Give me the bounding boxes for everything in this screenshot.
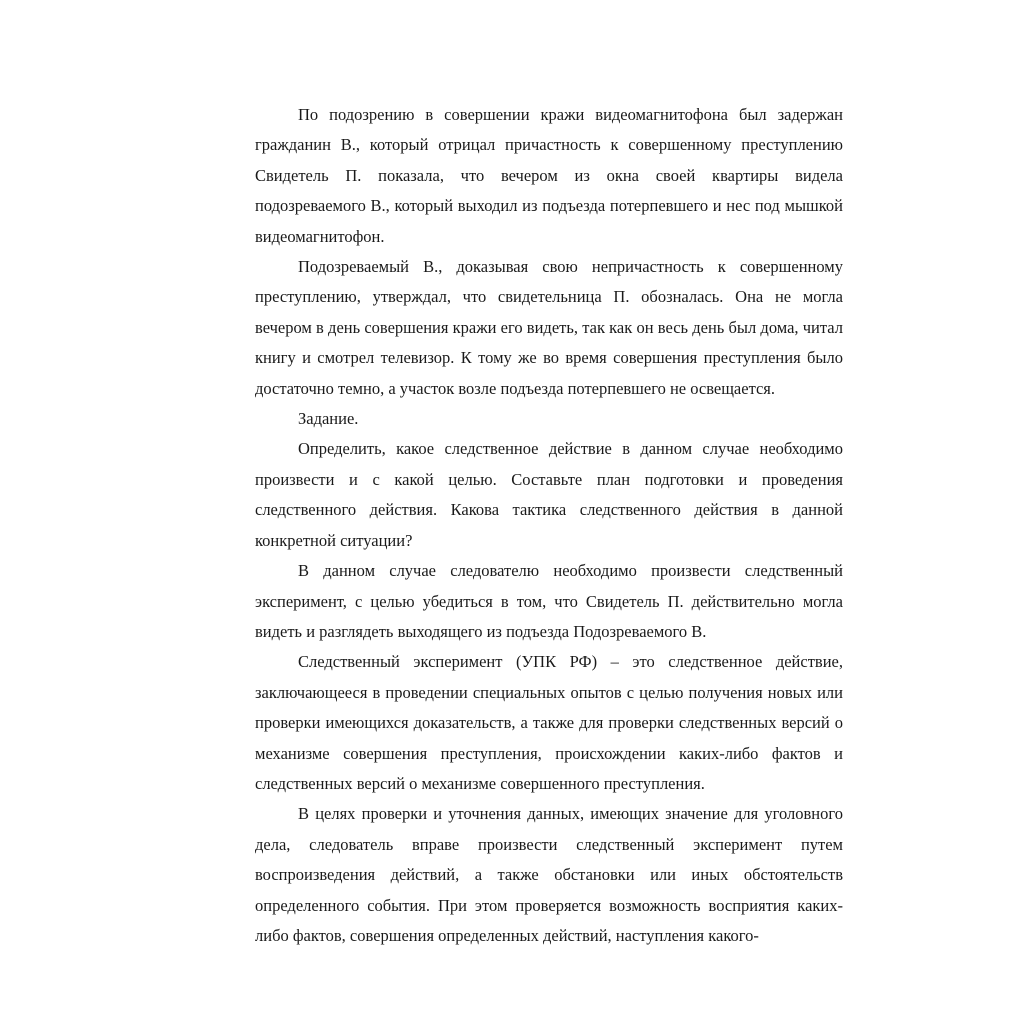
- paragraph-procedure: В целях проверки и уточнения данных, имеющих значение для уголовного дела, следователь вправе произвести следственный эксперимент путем воспроизведения действий, а также обстановки или иных обстоятельств определенного события. При этом проверяется возможность восприятия каких-либо фактов, совершения определенных действий, наступления какого-: [255, 804, 843, 945]
- paragraph-task: Определить, какое следственное действие в данном случае необходимо произвести и с какой целью. Составьте план подготовки и проведения следственного действия. Какова тактика следственного действия в данной конкретной ситуации?: [255, 439, 843, 550]
- paragraph-case-description: По подозрению в совершении кражи видеомагнитофона был задержан гражданин В., который отрицал причастность к совершенному преступлению Свидетель П. показала, что вечером из окна своей квартиры видела подозреваемого В., который выходил из подъезда потерпевшего и нес под мышкой видеомагнитофон.: [255, 105, 843, 246]
- paragraph-suspect-statement: Подозреваемый В., доказывая свою непричастность к совершенному преступлению, утверждал, что свидетельница П. обозналась. Она не могла вечером в день совершения кражи его видеть, так как он весь день был дома, читал книгу и смотрел телевизор. К тому же во время совершения преступления было достаточно темно, а участок возле подъезда потерпевшего не освещается.: [255, 257, 843, 398]
- paragraph-answer: В данном случае следователю необходимо произвести следственный эксперимент, с целью убедиться в том, что Свидетель П. действительно могла видеть и разглядеть выходящего из подъезда Подозреваемого В.: [255, 561, 843, 641]
- document-page: [255, 100, 843, 951]
- task-heading: Задание.: [298, 409, 359, 429]
- paragraph-definition: Следственный эксперимент (УПК РФ) – это следственное действие, заключающееся в проведении специальных опытов с целью получения новых или проверки имеющихся доказательств, а также для проверки следственных версий о механизме совершения преступления, происхождении каких-либо фактов и следственных версий о механизме совершенного преступления.: [255, 652, 843, 793]
